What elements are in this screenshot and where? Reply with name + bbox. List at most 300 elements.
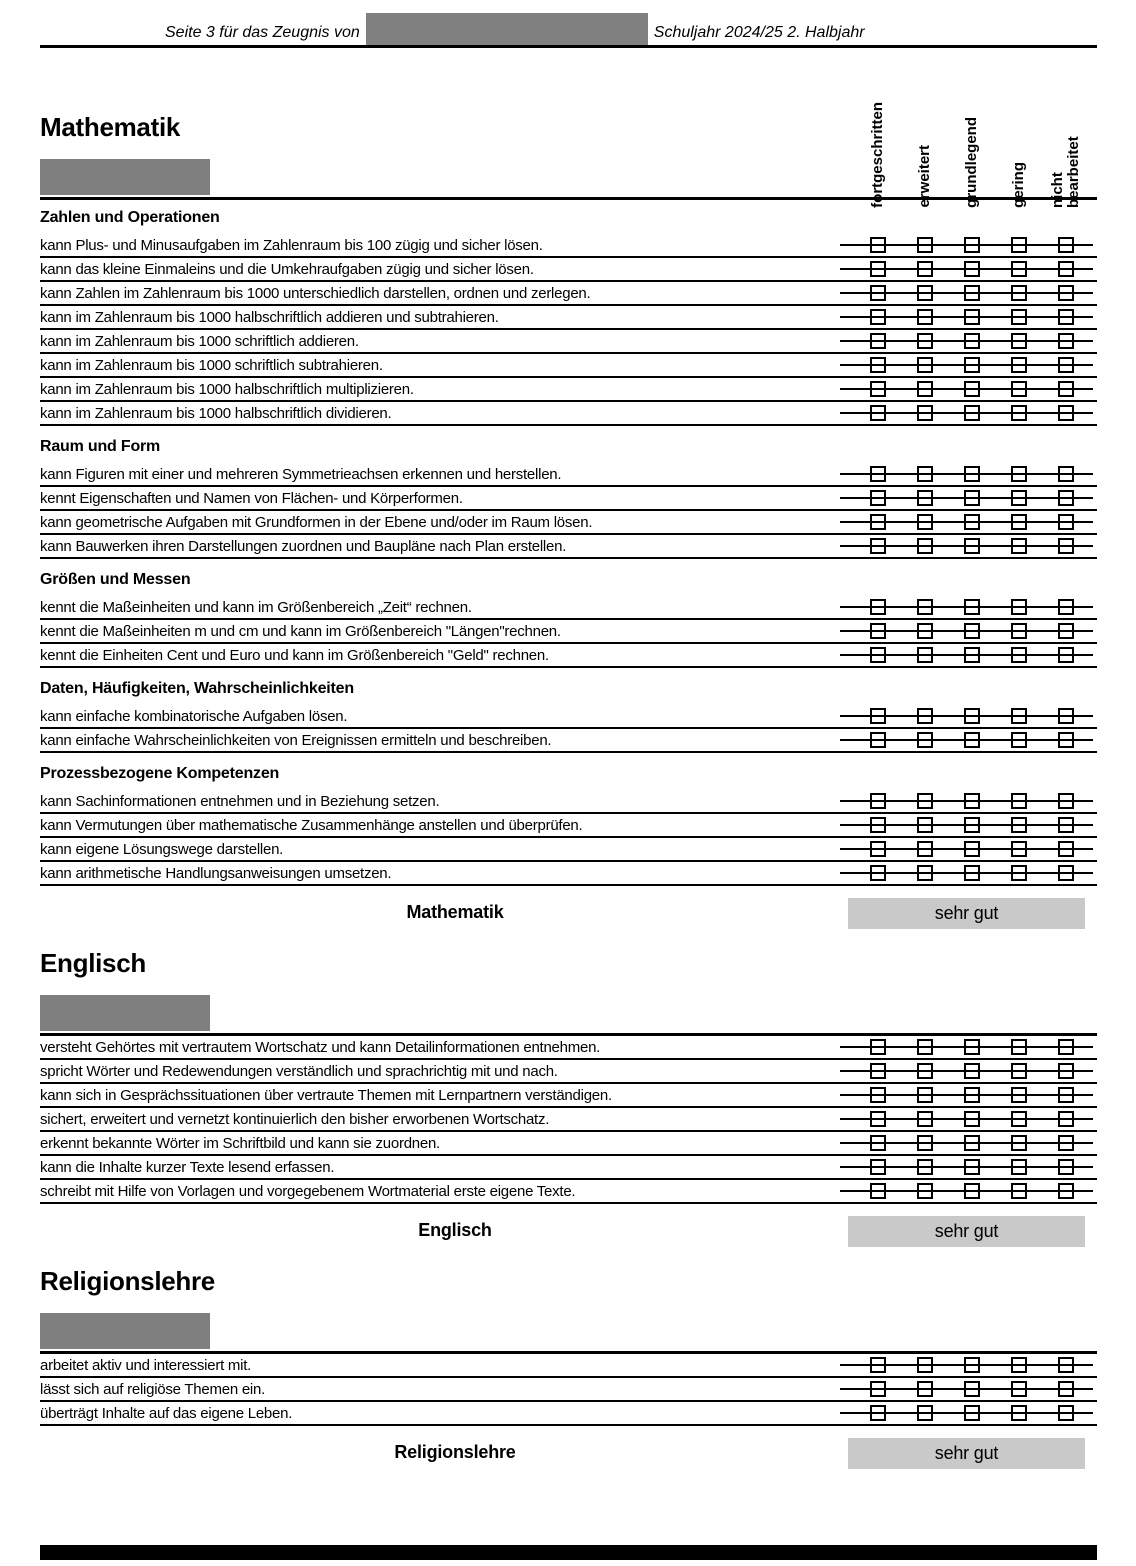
rating-checkbox-cell <box>948 817 995 833</box>
rating-checkbox-fortgeschritten <box>870 599 886 615</box>
rating-checkbox-cell <box>948 237 995 253</box>
rating-checkbox-cell <box>1042 1087 1089 1103</box>
competency-text: kann im Zahlenraum bis 1000 schriftlich addieren. <box>40 332 359 350</box>
rating-checkbox-cell <box>1042 1381 1089 1397</box>
rating-checkbox-erweitert <box>917 599 933 615</box>
rating-checkbox-cell <box>854 793 901 809</box>
rating-checkbox-grundlegend <box>964 405 980 421</box>
rating-checkbox-cell <box>901 732 948 748</box>
rating-checkbox-cell <box>854 647 901 663</box>
rating-checkbox-cell <box>901 1405 948 1421</box>
rating-checkbox-cell <box>948 623 995 639</box>
rating-checkbox-gering <box>1011 793 1027 809</box>
rating-checkbox-cell <box>901 285 948 301</box>
rating-checkbox-cell <box>1042 405 1089 421</box>
rating-checkbox-fortgeschritten <box>870 708 886 724</box>
rating-checkbox-cell <box>1042 599 1089 615</box>
rating-checkbox-fortgeschritten <box>870 285 886 301</box>
rating-checkbox-erweitert <box>917 357 933 373</box>
rating-checkbox-fortgeschritten <box>870 1381 886 1397</box>
table-row <box>40 378 1097 402</box>
rating-checkbox-grundlegend <box>964 1357 980 1373</box>
rating-checkbox-group <box>854 1378 1089 1400</box>
rating-checkbox-cell <box>948 599 995 615</box>
rating-checkbox-cell <box>995 285 1042 301</box>
rating-checkbox-nicht-bearbeitet <box>1058 793 1074 809</box>
table-row <box>40 354 1097 378</box>
rating-checkbox-erweitert <box>917 1087 933 1103</box>
table-row <box>40 1378 1097 1402</box>
rating-checkbox-cell <box>948 285 995 301</box>
rating-checkbox-cell <box>995 357 1042 373</box>
competency-text: erkennt bekannte Wörter im Schriftbild und kann sie zuordnen. <box>40 1134 440 1152</box>
rating-checkbox-nicht-bearbeitet <box>1058 381 1074 397</box>
table-row <box>40 511 1097 535</box>
rating-checkbox-fortgeschritten <box>870 647 886 663</box>
rating-checkbox-nicht-bearbeitet <box>1058 1405 1074 1421</box>
rating-checkbox-cell <box>995 1039 1042 1055</box>
table-row <box>40 487 1097 511</box>
rating-column-label: erweitert <box>915 145 933 208</box>
subject-summary <box>40 1216 1097 1248</box>
rating-checkbox-group <box>854 1402 1089 1424</box>
rating-checkbox-grundlegend <box>964 309 980 325</box>
rating-checkbox-group <box>854 1036 1089 1058</box>
rating-checkbox-cell <box>854 405 901 421</box>
competency-text: kann Zahlen im Zahlenraum bis 1000 unterschiedlich darstellen, ordnen und zerlegen. <box>40 284 591 302</box>
rating-checkbox-cell <box>948 466 995 482</box>
competency-text: kann sich in Gesprächssituationen über vertraute Themen mit Lernpartnern verständigen. <box>40 1086 612 1104</box>
rating-checkbox-grundlegend <box>964 261 980 277</box>
rating-checkbox-gering <box>1011 817 1027 833</box>
competency-text: kann Vermutungen über mathematische Zusammenhänge anstellen und überprüfen. <box>40 816 583 834</box>
rating-checkbox-fortgeschritten <box>870 490 886 506</box>
rating-checkbox-cell <box>901 237 948 253</box>
rating-checkbox-group <box>854 330 1089 352</box>
rating-checkbox-group <box>854 282 1089 304</box>
rating-checkbox-fortgeschritten <box>870 1159 886 1175</box>
rating-checkbox-nicht-bearbeitet <box>1058 285 1074 301</box>
rating-checkbox-cell <box>948 793 995 809</box>
rating-checkbox-gering <box>1011 309 1027 325</box>
rating-checkbox-cell <box>901 1159 948 1175</box>
rating-checkbox-cell <box>948 490 995 506</box>
rating-checkbox-nicht-bearbeitet <box>1058 1039 1074 1055</box>
rating-checkbox-grundlegend <box>964 708 980 724</box>
rating-checkbox-cell <box>948 538 995 554</box>
rating-checkbox-nicht-bearbeitet <box>1058 405 1074 421</box>
rating-checkbox-cell <box>948 1381 995 1397</box>
summary-subject-label: Mathematik <box>406 902 504 922</box>
rating-checkbox-grundlegend <box>964 538 980 554</box>
rating-checkbox-grundlegend <box>964 1381 980 1397</box>
table-row <box>40 729 1097 753</box>
header-schoolyear-text: Schuljahr 2024/25 2. Halbjahr <box>653 24 865 41</box>
rating-checkbox-cell <box>1042 793 1089 809</box>
rating-checkbox-fortgeschritten <box>870 514 886 530</box>
rating-checkbox-cell <box>995 865 1042 881</box>
rating-column-label: fortgeschritten <box>868 102 886 208</box>
grade-value: sehr gut <box>934 1443 999 1463</box>
rating-checkbox-gering <box>1011 333 1027 349</box>
rating-checkbox-nicht-bearbeitet <box>1058 865 1074 881</box>
rating-checkbox-erweitert <box>917 793 933 809</box>
grade-value: sehr gut <box>934 903 999 923</box>
subject-title: Religionslehre <box>40 1266 215 1296</box>
rating-checkbox-cell <box>901 647 948 663</box>
rating-checkbox-cell <box>948 1111 995 1127</box>
rating-checkbox-cell <box>995 514 1042 530</box>
table-row <box>40 535 1097 559</box>
rating-checkbox-cell <box>854 865 901 881</box>
rating-checkbox-erweitert <box>917 237 933 253</box>
rating-checkbox-erweitert <box>917 1183 933 1199</box>
rating-checkbox-erweitert <box>917 1159 933 1175</box>
rating-checkbox-grundlegend <box>964 357 980 373</box>
rating-checkbox-cell <box>854 623 901 639</box>
rating-checkbox-cell <box>901 1183 948 1199</box>
rating-checkbox-fortgeschritten <box>870 466 886 482</box>
competency-text: kennt Eigenschaften und Namen von Flächen- und Körperformen. <box>40 489 463 507</box>
rating-checkbox-nicht-bearbeitet <box>1058 357 1074 373</box>
rating-checkbox-nicht-bearbeitet <box>1058 817 1074 833</box>
rating-checkbox-group <box>854 1084 1089 1106</box>
rating-checkbox-fortgeschritten <box>870 1087 886 1103</box>
rating-checkbox-cell <box>948 1039 995 1055</box>
rating-checkbox-cell <box>995 817 1042 833</box>
rating-checkbox-grundlegend <box>964 1039 980 1055</box>
table-row <box>40 1402 1097 1426</box>
rating-checkbox-cell <box>854 599 901 615</box>
rating-checkbox-group <box>854 402 1089 424</box>
table-row <box>40 306 1097 330</box>
rating-checkbox-nicht-bearbeitet <box>1058 490 1074 506</box>
table-row <box>40 790 1097 814</box>
table-row <box>40 620 1097 644</box>
table-row <box>40 838 1097 862</box>
rating-checkbox-gering <box>1011 623 1027 639</box>
rating-checkbox-cell <box>1042 708 1089 724</box>
rating-checkbox-cell <box>854 261 901 277</box>
rating-checkbox-fortgeschritten <box>870 237 886 253</box>
competency-text: schreibt mit Hilfe von Vorlagen und vorgegebenem Wortmaterial erste eigene Texte. <box>40 1182 576 1200</box>
rating-checkbox-cell <box>1042 732 1089 748</box>
rating-checkbox-nicht-bearbeitet <box>1058 623 1074 639</box>
rating-checkbox-cell <box>995 1159 1042 1175</box>
subject-block <box>40 948 1097 1248</box>
rating-checkbox-cell <box>1042 1159 1089 1175</box>
rating-checkbox-grundlegend <box>964 865 980 881</box>
rating-checkbox-cell <box>995 237 1042 253</box>
rating-checkbox-fortgeschritten <box>870 333 886 349</box>
rating-checkbox-cell <box>901 623 948 639</box>
section-heading: Größen und Messen <box>40 571 191 588</box>
rating-checkbox-cell <box>1042 538 1089 554</box>
rating-checkbox-cell <box>948 405 995 421</box>
rating-checkbox-cell <box>995 309 1042 325</box>
rating-checkbox-group <box>854 487 1089 509</box>
rating-checkbox-gering <box>1011 732 1027 748</box>
rating-checkbox-cell <box>1042 261 1089 277</box>
rating-checkbox-cell <box>854 285 901 301</box>
rating-checkbox-gering <box>1011 1159 1027 1175</box>
rating-checkbox-grundlegend <box>964 1111 980 1127</box>
competency-text: kann im Zahlenraum bis 1000 halbschriftlich addieren und subtrahieren. <box>40 308 499 326</box>
rating-checkbox-nicht-bearbeitet <box>1058 599 1074 615</box>
competency-text: arbeitet aktiv und interessiert mit. <box>40 1356 252 1374</box>
table-row <box>40 282 1097 306</box>
subject-summary <box>40 1438 1097 1470</box>
rating-checkbox-cell <box>1042 381 1089 397</box>
page-header <box>40 0 1097 48</box>
rating-checkbox-erweitert <box>917 708 933 724</box>
rating-checkbox-grundlegend <box>964 841 980 857</box>
rating-checkbox-erweitert <box>917 309 933 325</box>
rating-checkbox-fortgeschritten <box>870 381 886 397</box>
rating-checkbox-grundlegend <box>964 732 980 748</box>
rating-checkbox-gering <box>1011 285 1027 301</box>
rating-checkbox-cell <box>854 817 901 833</box>
rating-checkbox-group <box>854 644 1089 666</box>
competency-text: kann Figuren mit einer und mehreren Symmetrieachsen erkennen und herstellen. <box>40 465 562 483</box>
rating-checkbox-cell <box>901 1111 948 1127</box>
rating-checkbox-erweitert <box>917 865 933 881</box>
table-row <box>40 1036 1097 1060</box>
redacted-teacher-name-box <box>40 159 210 195</box>
rating-checkbox-cell <box>901 261 948 277</box>
rating-checkbox-gering <box>1011 841 1027 857</box>
rating-checkbox-gering <box>1011 1087 1027 1103</box>
table-row <box>40 596 1097 620</box>
rating-checkbox-erweitert <box>917 1405 933 1421</box>
rating-checkbox-gering <box>1011 237 1027 253</box>
rating-checkbox-gering <box>1011 261 1027 277</box>
rating-checkbox-group <box>854 1108 1089 1130</box>
rating-checkbox-cell <box>995 841 1042 857</box>
rating-checkbox-nicht-bearbeitet <box>1058 1135 1074 1151</box>
rating-checkbox-nicht-bearbeitet <box>1058 514 1074 530</box>
rating-checkbox-cell <box>948 1159 995 1175</box>
rating-checkbox-cell <box>1042 865 1089 881</box>
rating-checkbox-fortgeschritten <box>870 732 886 748</box>
rating-checkbox-cell <box>995 381 1042 397</box>
summary-subject-label: Religionslehre <box>394 1442 516 1462</box>
rating-checkbox-cell <box>854 381 901 397</box>
rating-checkbox-fortgeschritten <box>870 1357 886 1373</box>
rating-checkbox-cell <box>854 490 901 506</box>
rating-column-header <box>854 102 901 208</box>
grade-value: sehr gut <box>934 1221 999 1241</box>
rating-checkbox-cell <box>948 1183 995 1199</box>
rating-checkbox-nicht-bearbeitet <box>1058 1357 1074 1373</box>
rating-column-label: nicht bearbeitet <box>1048 136 1082 208</box>
rating-checkbox-cell <box>995 466 1042 482</box>
rating-checkbox-cell <box>854 466 901 482</box>
redacted-teacher-name-box <box>40 1313 210 1349</box>
rating-checkbox-fortgeschritten <box>870 357 886 373</box>
rating-checkbox-grundlegend <box>964 647 980 663</box>
redacted-teacher-name-box <box>40 995 210 1031</box>
rating-checkbox-group <box>854 596 1089 618</box>
table-row <box>40 258 1097 282</box>
rating-checkbox-cell <box>995 1087 1042 1103</box>
rating-checkbox-erweitert <box>917 538 933 554</box>
rating-checkbox-cell <box>995 732 1042 748</box>
competency-text: kann Sachinformationen entnehmen und in Beziehung setzen. <box>40 792 440 810</box>
rating-checkbox-group <box>854 1132 1089 1154</box>
rating-checkbox-cell <box>1042 514 1089 530</box>
rating-checkbox-erweitert <box>917 466 933 482</box>
rating-checkbox-cell <box>854 1111 901 1127</box>
rating-checkbox-group <box>854 378 1089 400</box>
rating-checkbox-cell <box>995 647 1042 663</box>
rating-checkbox-erweitert <box>917 490 933 506</box>
rating-checkbox-cell <box>948 1357 995 1373</box>
rating-checkbox-group <box>854 729 1089 751</box>
rating-checkbox-erweitert <box>917 1381 933 1397</box>
rating-checkbox-group <box>854 258 1089 280</box>
rating-checkbox-cell <box>948 381 995 397</box>
rating-checkbox-cell <box>1042 490 1089 506</box>
rating-checkbox-gering <box>1011 865 1027 881</box>
rating-checkbox-cell <box>854 237 901 253</box>
rating-checkbox-group <box>854 1354 1089 1376</box>
rating-checkbox-fortgeschritten <box>870 623 886 639</box>
rating-checkbox-cell <box>901 1063 948 1079</box>
rating-checkbox-group <box>854 1156 1089 1178</box>
rating-checkbox-fortgeschritten <box>870 865 886 881</box>
rating-checkbox-cell <box>995 405 1042 421</box>
rating-checkbox-cell <box>995 1111 1042 1127</box>
rating-column-header <box>1042 130 1089 208</box>
rating-checkbox-cell <box>901 1381 948 1397</box>
rating-checkbox-group <box>854 838 1089 860</box>
section-heading: Daten, Häufigkeiten, Wahrscheinlichkeiten <box>40 680 354 697</box>
rating-checkbox-erweitert <box>917 647 933 663</box>
table-row <box>40 402 1097 426</box>
subjects-container <box>40 112 1097 1470</box>
rating-checkbox-cell <box>995 599 1042 615</box>
subject-summary <box>40 898 1097 930</box>
rating-checkbox-erweitert <box>917 514 933 530</box>
rating-scale-column-headers <box>854 66 1089 208</box>
rating-checkbox-group <box>854 862 1089 884</box>
rating-checkbox-cell <box>901 1357 948 1373</box>
rating-checkbox-cell <box>1042 1183 1089 1199</box>
rating-checkbox-fortgeschritten <box>870 1063 886 1079</box>
table-row <box>40 705 1097 729</box>
rating-checkbox-nicht-bearbeitet <box>1058 732 1074 748</box>
rating-checkbox-cell <box>948 865 995 881</box>
rating-checkbox-group <box>854 511 1089 533</box>
rating-checkbox-cell <box>854 1039 901 1055</box>
rating-checkbox-cell <box>901 1135 948 1151</box>
rating-checkbox-cell <box>995 538 1042 554</box>
rating-checkbox-cell <box>1042 1135 1089 1151</box>
rating-checkbox-grundlegend <box>964 623 980 639</box>
competency-text: kann im Zahlenraum bis 1000 halbschriftlich multiplizieren. <box>40 380 414 398</box>
rating-checkbox-cell <box>854 1381 901 1397</box>
rating-checkbox-grundlegend <box>964 1159 980 1175</box>
rating-checkbox-grundlegend <box>964 1135 980 1151</box>
rating-checkbox-cell <box>901 1039 948 1055</box>
rating-checkbox-erweitert <box>917 1357 933 1373</box>
rating-checkbox-cell <box>901 538 948 554</box>
rating-checkbox-cell <box>948 708 995 724</box>
competency-text: lässt sich auf religiöse Themen ein. <box>40 1380 266 1398</box>
rating-checkbox-grundlegend <box>964 285 980 301</box>
rating-checkbox-group <box>854 535 1089 557</box>
rating-checkbox-nicht-bearbeitet <box>1058 1063 1074 1079</box>
rating-checkbox-erweitert <box>917 841 933 857</box>
rating-checkbox-cell <box>901 1087 948 1103</box>
rating-checkbox-cell <box>948 333 995 349</box>
rating-checkbox-cell <box>901 599 948 615</box>
rating-checkbox-grundlegend <box>964 333 980 349</box>
table-row <box>40 330 1097 354</box>
rating-checkbox-erweitert <box>917 261 933 277</box>
rating-checkbox-cell <box>1042 285 1089 301</box>
rating-checkbox-group <box>854 705 1089 727</box>
summary-subject-label: Englisch <box>418 1220 492 1240</box>
rating-checkbox-gering <box>1011 466 1027 482</box>
grade-box <box>848 1216 1085 1247</box>
rating-checkbox-cell <box>995 261 1042 277</box>
competency-table <box>40 197 1097 886</box>
rating-checkbox-cell <box>854 333 901 349</box>
rating-checkbox-cell <box>901 333 948 349</box>
rating-checkbox-cell <box>948 1087 995 1103</box>
rating-checkbox-cell <box>995 490 1042 506</box>
rating-checkbox-cell <box>995 1381 1042 1397</box>
rating-checkbox-group <box>854 306 1089 328</box>
table-row <box>40 1156 1097 1180</box>
rating-checkbox-fortgeschritten <box>870 1039 886 1055</box>
rating-checkbox-fortgeschritten <box>870 1111 886 1127</box>
rating-checkbox-cell <box>1042 1357 1089 1373</box>
section-heading: Prozessbezogene Kompetenzen <box>40 765 280 782</box>
rating-checkbox-grundlegend <box>964 793 980 809</box>
competency-text: überträgt Inhalte auf das eigene Leben. <box>40 1404 293 1422</box>
rating-checkbox-gering <box>1011 1111 1027 1127</box>
rating-checkbox-group <box>854 1060 1089 1082</box>
competency-text: kennt die Einheiten Cent und Euro und kann im Größenbereich "Geld" rechnen. <box>40 646 549 664</box>
rating-checkbox-cell <box>901 817 948 833</box>
rating-checkbox-grundlegend <box>964 1063 980 1079</box>
rating-checkbox-erweitert <box>917 1111 933 1127</box>
rating-checkbox-cell <box>1042 309 1089 325</box>
competency-text: kann das kleine Einmaleins und die Umkehraufgaben zügig und sicher lösen. <box>40 260 534 278</box>
competency-text: kann Bauwerken ihren Darstellungen zuordnen und Baupläne nach Plan erstellen. <box>40 537 567 555</box>
rating-checkbox-erweitert <box>917 623 933 639</box>
competency-text: kann im Zahlenraum bis 1000 halbschriftlich dividieren. <box>40 404 392 422</box>
rating-checkbox-fortgeschritten <box>870 1405 886 1421</box>
rating-checkbox-cell <box>1042 1405 1089 1421</box>
rating-checkbox-gering <box>1011 381 1027 397</box>
rating-checkbox-gering <box>1011 490 1027 506</box>
competency-table <box>40 1033 1097 1204</box>
rating-checkbox-fortgeschritten <box>870 538 886 554</box>
rating-column-header <box>901 145 948 208</box>
header-prefix-text: Seite 3 für das Zeugnis von <box>165 24 360 41</box>
rating-checkbox-cell <box>948 1063 995 1079</box>
rating-checkbox-group <box>854 620 1089 642</box>
section-heading: Raum und Form <box>40 438 161 455</box>
competency-text: versteht Gehörtes mit vertrautem Wortschatz und kann Detailinformationen entnehmen. <box>40 1038 601 1056</box>
subject-block <box>40 1266 1097 1470</box>
rating-checkbox-erweitert <box>917 732 933 748</box>
rating-checkbox-nicht-bearbeitet <box>1058 1159 1074 1175</box>
